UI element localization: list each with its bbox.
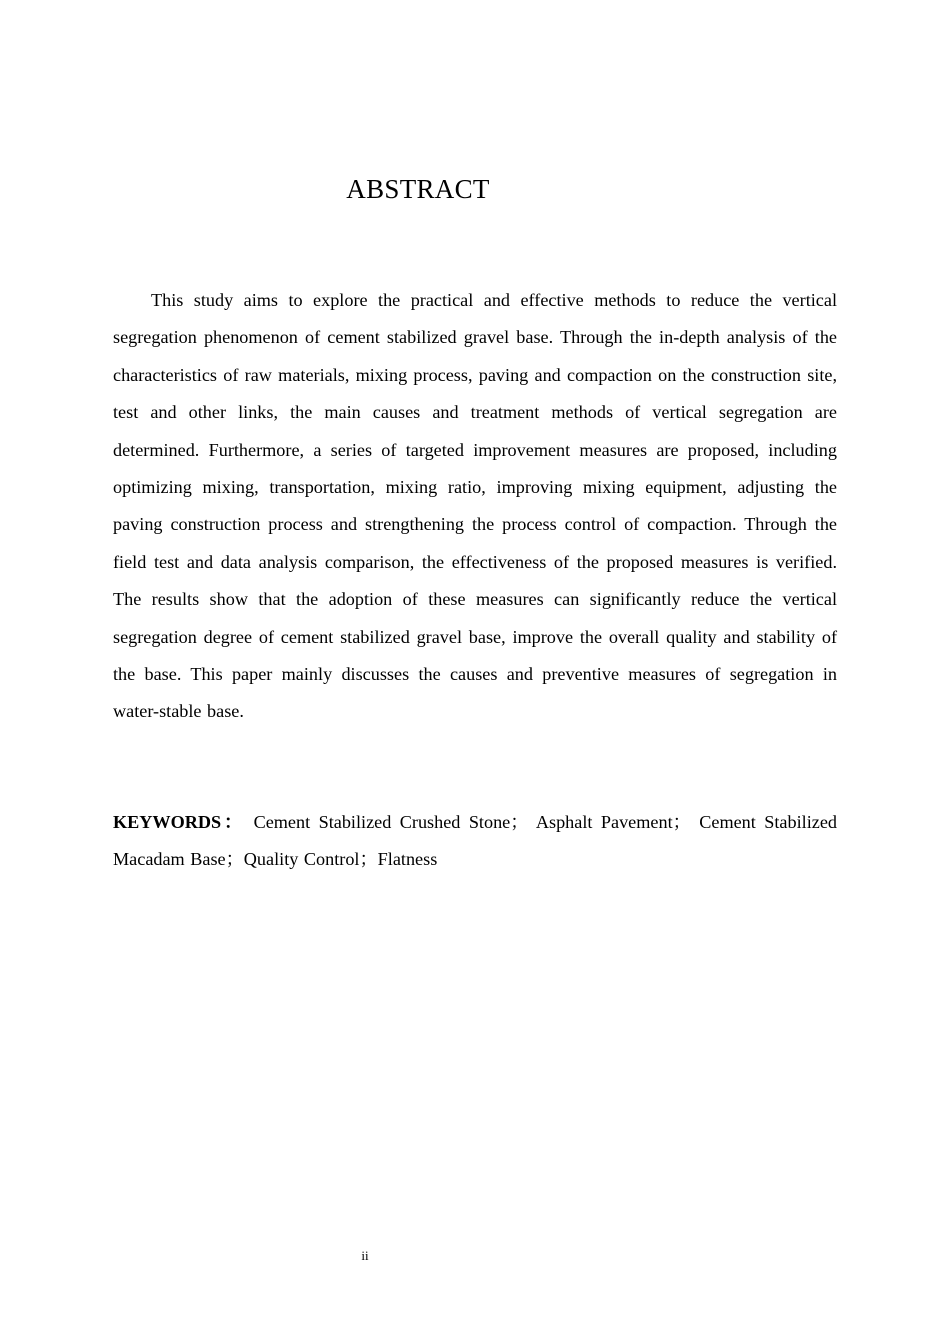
abstract-heading: ABSTRACT: [346, 174, 490, 204]
keywords-label: KEYWORDS：: [113, 812, 246, 832]
abstract-text: This study aims to explore the practical and effective methods to reduce the vertical segregation phenomenon of cement stabilized gravel base. Through the in-depth analysis of the characteristics of raw materials, mixing process, paving and compaction on the construction site, test and other links, the main causes and treatment methods of vertical segregation are determined. Furthermore, a series of targeted improvement measures are proposed, including optimizing mixing, transportation, mixing ratio, improving mixing equipment, adjusting the paving construction process and strengthening the process control of compaction. Through the field test and data analysis comparison, the effectiveness of the proposed measures is verified. The results show that the adoption of these measures can significantly reduce the vertical segregation degree of cement stabilized gravel base, improve the overall quality and stability of the base. This paper mainly discusses the causes and preventive measures of segregation in water-stable base.: [113, 290, 837, 722]
page-number: ii: [361, 1248, 369, 1263]
abstract-paragraph: [113, 282, 837, 731]
keywords-text: Cement Stabilized Crushed Stone； Asphalt Pavement； Cement Stabilized Macadam Base；Quality Control；Flatness: [113, 812, 837, 870]
keywords-line: [113, 804, 837, 879]
